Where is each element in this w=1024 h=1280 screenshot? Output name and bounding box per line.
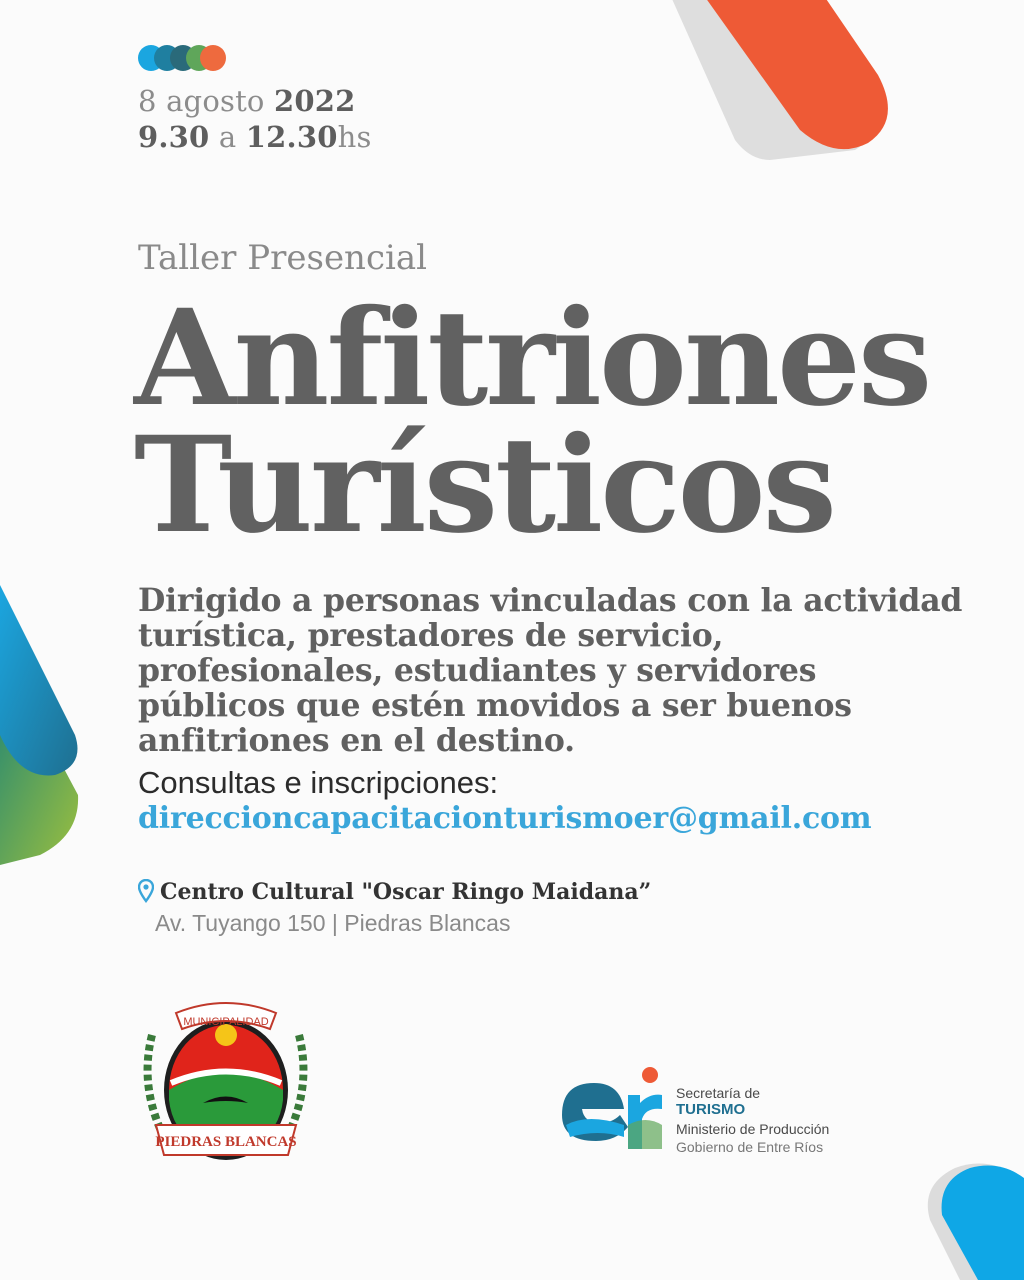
orange-stripe-decoration [640,0,940,170]
time-start: 9.30 [138,120,210,154]
er-mark-icon [558,1065,668,1155]
workshop-description: Dirigido a personas vinculadas con la actividad turística, prestadores de servicio, profesionales, estudiantes y servidores públicos que estén movidos a ser buenos anfitriones en el destino. [138,582,963,759]
location-pin-icon [138,879,154,903]
dot-orange [200,45,226,71]
event-date [138,84,356,118]
workshop-type: Taller Presencial [138,238,428,278]
blue-corner-decoration [920,1160,1024,1280]
municipalidad-crest-logo [138,995,313,1180]
time-end: 12.30 [245,120,338,154]
location-name: Centro Cultural "Oscar Ringo Maidana” [160,879,652,905]
secretaria-line4: Gobierno de Entre Ríos [676,1139,824,1155]
secretaria-line3: Ministerio de Producción [676,1121,830,1137]
event-time [138,120,372,154]
title-line-1: Anfitriones [134,281,930,436]
time-unit: hs [337,120,372,154]
crest-bottom-text: PIEDRAS BLANCAS [155,1134,297,1150]
location-address: Av. Tuyango 150 | Piedras Blancas [155,910,511,936]
secretaria-line2: TURISMO [676,1101,746,1118]
secretaria-line1: Secretaría de [676,1085,761,1101]
secretaria-turismo-logo [558,1065,858,1160]
contact-label: Consultas e inscripciones: [138,765,499,800]
crest-top-text: MUNICIPALIDAD [183,1016,269,1028]
blue-green-stripe-decoration [0,585,90,865]
date-day: 8 agosto [138,84,274,118]
time-separator: a [209,120,246,154]
title-line-2: Turísticos [134,408,834,563]
color-dots [138,45,228,71]
contact-email-link[interactable]: direccioncapacitacionturismoer@gmail.com [138,801,872,836]
date-year: 2022 [274,84,356,118]
